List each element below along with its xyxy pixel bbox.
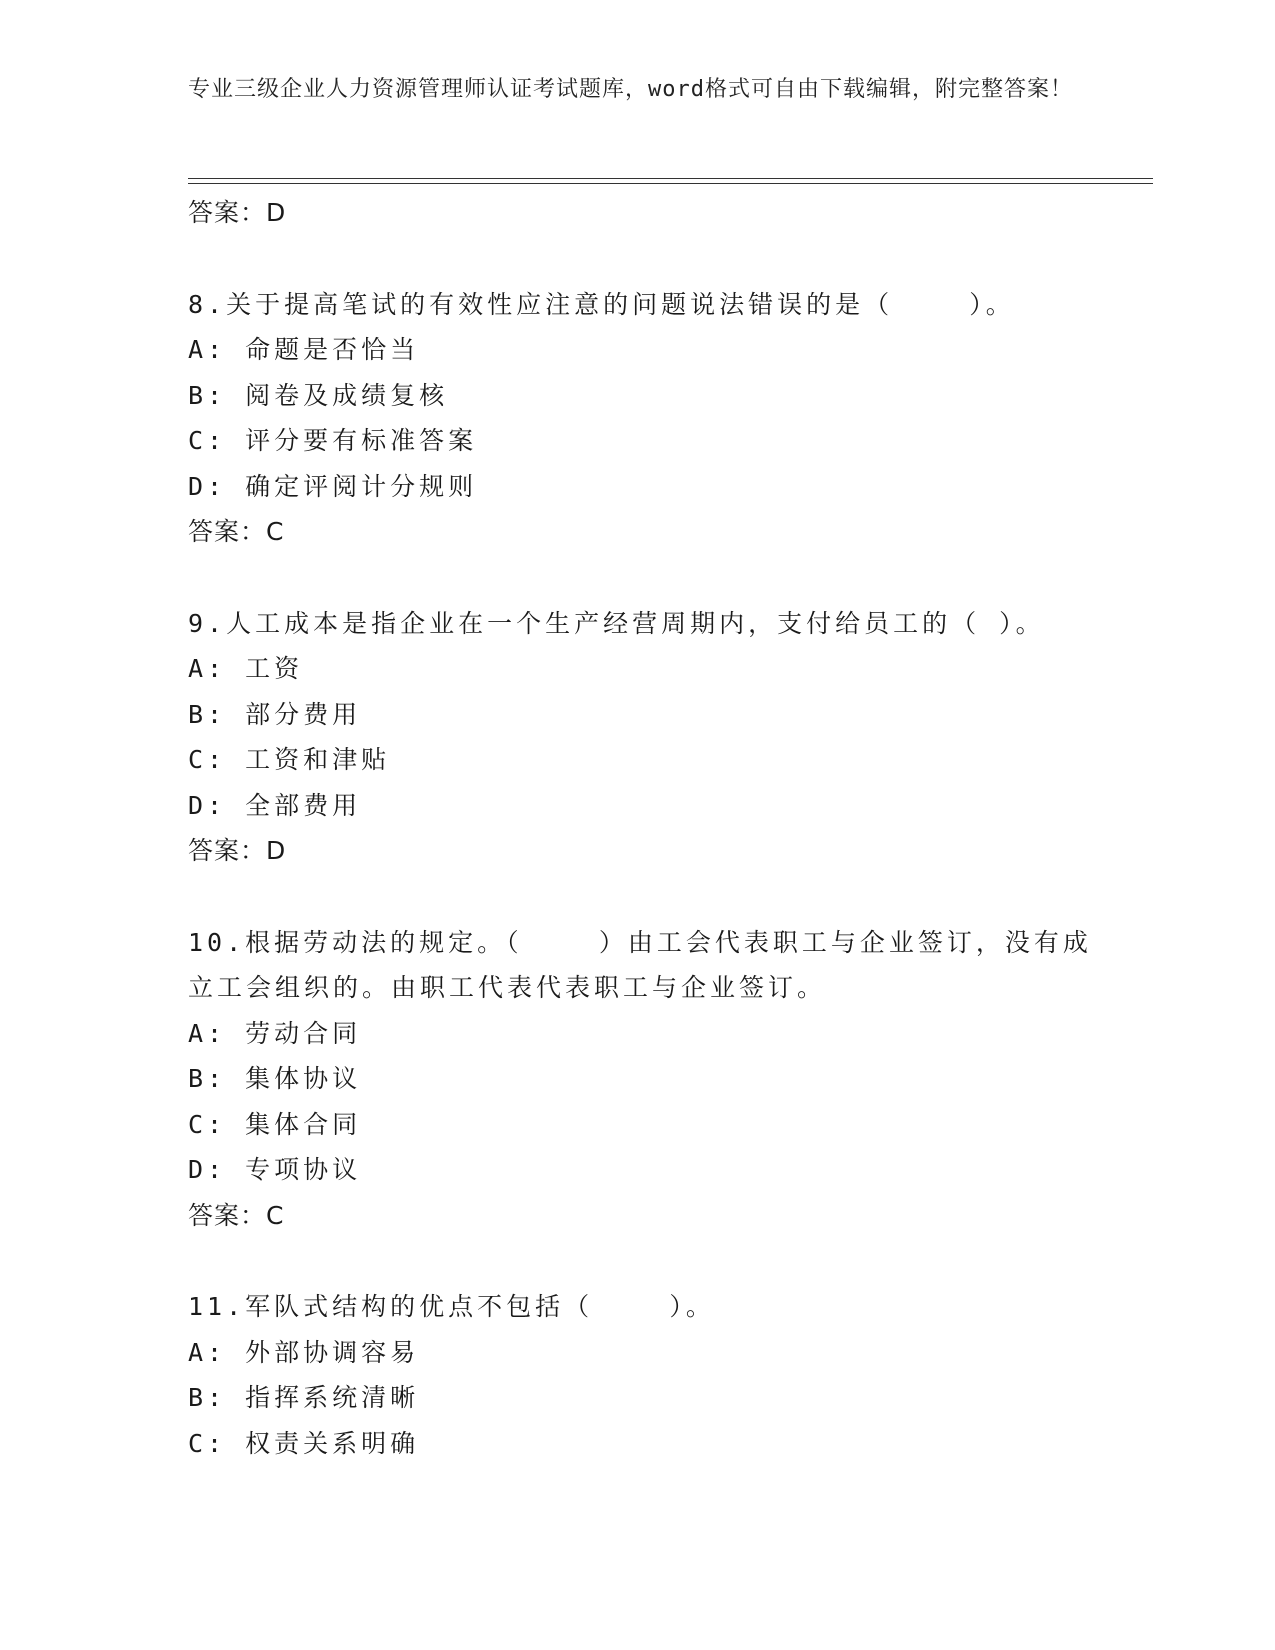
option-a: A: 命题是否恰当 bbox=[188, 335, 420, 364]
question-stem: 8.关于提高笔试的有效性应注意的问题说法错误的是（ ）。 bbox=[188, 289, 1015, 319]
answer-line: 答案：C bbox=[188, 1200, 285, 1230]
option-b: B: 阅卷及成绩复核 bbox=[188, 380, 449, 410]
option-a: A: 工资 bbox=[188, 654, 304, 683]
question-stem: 11.军队式结构的优点不包括（ ）。 bbox=[188, 1292, 715, 1321]
option-c: C: 集体合同 bbox=[188, 1109, 362, 1139]
option-b: B: 集体协议 bbox=[188, 1064, 362, 1093]
question-8 bbox=[188, 282, 1088, 555]
question-9 bbox=[188, 601, 1088, 874]
answer-line: 答案：C bbox=[188, 517, 285, 546]
question-stem-line-1: 10.根据劳动法的规定。（ ）由工会代表职工与企业签订，没有成 bbox=[188, 927, 1092, 957]
option-b: B: 指挥系统清晰 bbox=[188, 1383, 420, 1412]
option-a: A: 劳动合同 bbox=[188, 1018, 362, 1048]
option-d: D: 确定评阅计分规则 bbox=[188, 471, 478, 501]
option-d: D: 专项协议 bbox=[188, 1155, 362, 1184]
question-list bbox=[188, 190, 1092, 1466]
question-10 bbox=[188, 920, 1092, 1239]
header-divider-bottom bbox=[188, 183, 1153, 184]
header-divider-top bbox=[188, 178, 1153, 179]
question-stem-line-2: 立工会组织的。由职工代表代表职工与企业签订。 bbox=[188, 973, 827, 1002]
question-11 bbox=[188, 1284, 1088, 1466]
answer-line: 答案：D bbox=[188, 836, 287, 865]
option-b: B: 部分费用 bbox=[188, 699, 362, 729]
option-c: C: 评分要有标准答案 bbox=[188, 426, 478, 455]
option-c: C: 权责关系明确 bbox=[188, 1428, 420, 1458]
option-c: C: 工资和津贴 bbox=[188, 745, 391, 774]
document-header: 专业三级企业人力资源管理师认证考试题库，word格式可自由下载编辑，附完整答案！ bbox=[188, 77, 1073, 102]
answer-line: 答案：D bbox=[188, 198, 287, 227]
option-d: D: 全部费用 bbox=[188, 790, 362, 820]
question-stem: 9.人工成本是指企业在一个生产经营周期内，支付给员工的（ ）。 bbox=[188, 608, 1045, 638]
option-a: A: 外部协调容易 bbox=[188, 1337, 420, 1367]
